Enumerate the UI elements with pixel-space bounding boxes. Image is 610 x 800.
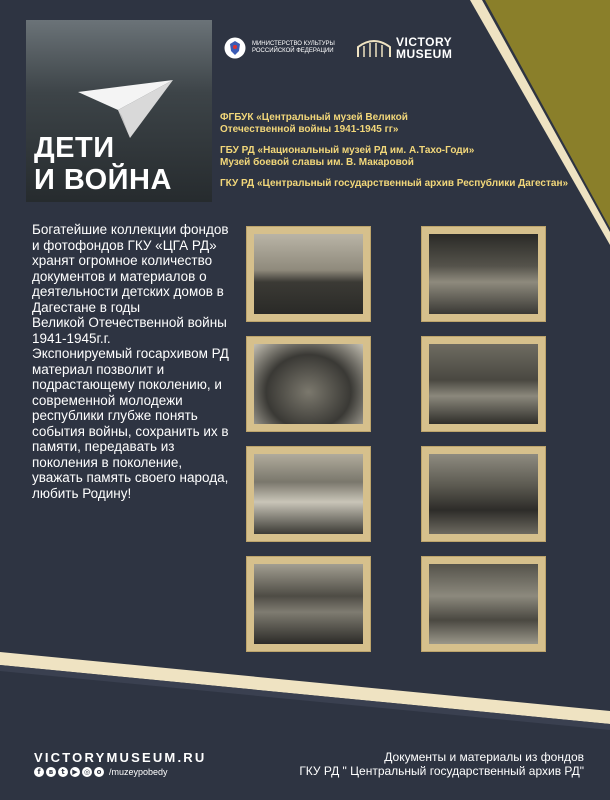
website-url[interactable]: VICTORYMUSEUM.RU	[34, 750, 207, 765]
ok-icon[interactable]: о	[94, 767, 104, 777]
cover-title: ДЕТИ И ВОЙНА	[34, 132, 172, 196]
twitter-icon[interactable]: t	[58, 767, 68, 777]
social-links	[34, 767, 168, 777]
archive-photo	[246, 556, 371, 652]
instagram-icon[interactable]: ◎	[83, 768, 91, 776]
social-handle: /muzeypobedy	[109, 767, 168, 777]
archive-photo	[246, 446, 371, 542]
partner-logos	[224, 36, 452, 60]
victory-museum-label: VICTORY MUSEUM	[396, 35, 453, 61]
archive-photo	[421, 226, 546, 322]
organization-item: ФГБУК «Центральный музей Великой Отечественной войны 1941-1945 гг»	[220, 112, 408, 135]
ministry-label: МИНИСТЕРСТВО КУЛЬТУРЫ РОССИЙСКОЙ ФЕДЕРАЦИИ	[252, 41, 335, 54]
vk-icon[interactable]: в	[46, 767, 56, 777]
cover-image	[26, 20, 212, 202]
youtube-icon[interactable]: ▶	[70, 767, 80, 777]
ministry-emblem-icon	[224, 37, 246, 59]
organization-item: ГБУ РД «Национальный музей РД им. А.Тахо-Годи» Музей боевой славы им. В. Макаровой	[220, 145, 475, 168]
cream-stripe-bottom	[0, 652, 610, 724]
archive-photo	[246, 226, 371, 322]
victory-museum-logo	[356, 36, 452, 60]
description-text: Богатейшие коллекции фондов и фотофондов ГКУ «ЦГА РД» хранят огромное количество документов и материалов о деятельности детских домов в Дагестане в годы Великой Отечественной войны 1941-1945г.г. Экспонируемый госархивом РД материал позволит и подрастающему поколению, и современной молодежи республики глубже понять события войны, сохранить их в памяти, передавать из поколения в поколение, уважать память своего народа, любить Родину!	[32, 222, 229, 501]
museum-arch-icon	[356, 37, 392, 59]
archive-photo	[421, 336, 546, 432]
source-credit: Документы и материалы из фондов ГКУ РД " Центральный государственный архив РД"	[299, 750, 584, 778]
organization-item: ГКУ РД «Центральный государственный архив Республики Дагестан»	[220, 178, 569, 189]
archive-photo	[421, 556, 546, 652]
archive-photo	[246, 336, 371, 432]
archive-photo	[421, 446, 546, 542]
facebook-icon[interactable]: f	[34, 767, 44, 777]
organizations-list	[220, 112, 580, 199]
paper-plane-icon	[78, 80, 173, 140]
accent-band-bottom	[0, 665, 610, 730]
